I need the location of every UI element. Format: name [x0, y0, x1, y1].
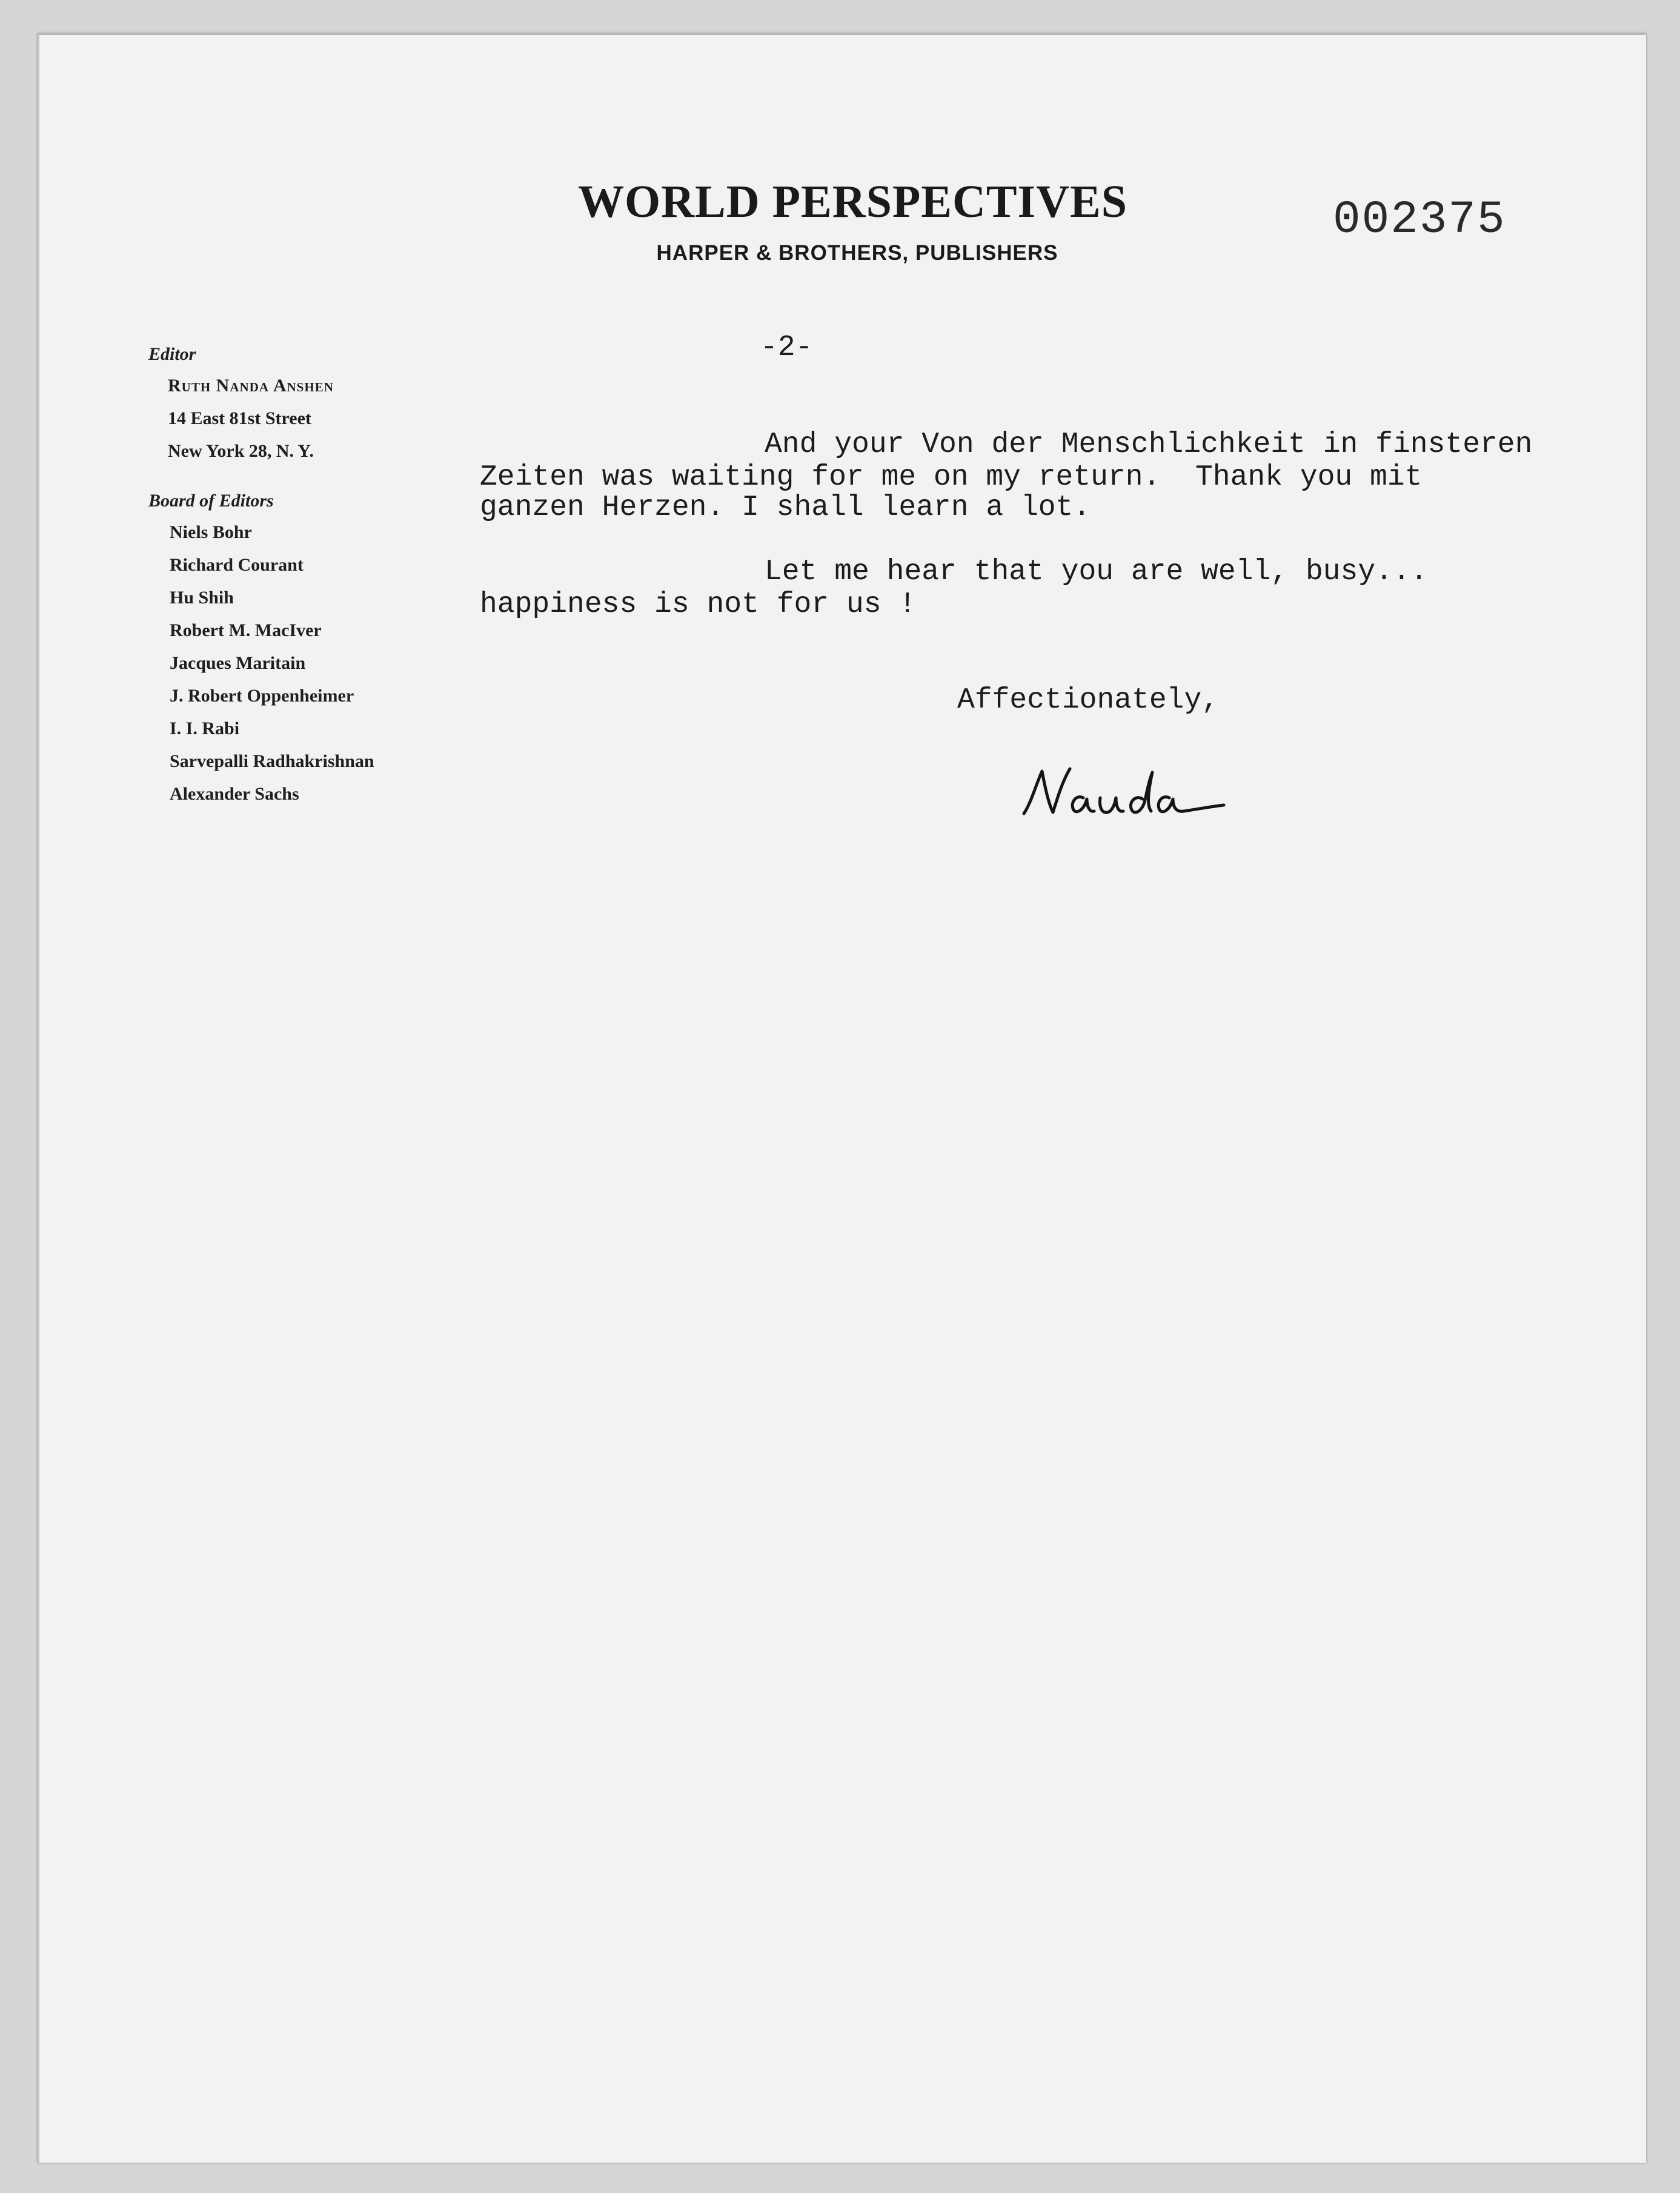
letterhead-sidebar	[148, 339, 463, 811]
board-member: Sarvepalli Radhakrishnan	[170, 751, 374, 771]
editor-address-city: New York 28, N. Y.	[168, 441, 314, 461]
board-member: Niels Bohr	[170, 522, 252, 542]
handwritten-signature	[1018, 760, 1236, 827]
board-member: Jacques Maritain	[170, 653, 306, 673]
board-members-list	[148, 516, 463, 811]
editor-heading: Editor	[148, 344, 196, 364]
board-heading: Board of Editors	[148, 491, 274, 511]
paragraph2-line2: happiness is not for us !	[480, 588, 917, 621]
board-member: Hu Shih	[170, 588, 234, 608]
editor-address-street: 14 East 81st Street	[168, 408, 311, 428]
board-member: Richard Courant	[170, 555, 304, 575]
paragraph2-line1: Let me hear that you are well, busy...	[765, 556, 1428, 588]
letterhead-publisher: HARPER & BROTHERS, PUBLISHERS	[656, 241, 1058, 265]
page-number: -2-	[760, 331, 813, 364]
letterhead-title: WORLD PERSPECTIVES	[578, 176, 1127, 227]
closing-salutation: Affectionately,	[957, 684, 1220, 717]
document-number-stamp: 002375	[1333, 194, 1506, 246]
board-member: Robert M. MacIver	[170, 620, 322, 640]
editor-info	[168, 370, 463, 468]
paragraph1-line2: Zeiten was waiting for me on my return. Thank you mit	[480, 461, 1423, 494]
editor-name: Ruth Nanda Anshen	[168, 376, 334, 396]
paragraph1-line3: ganzen Herzen. I shall learn a lot.	[480, 491, 1091, 524]
board-member: J. Robert Oppenheimer	[170, 686, 354, 706]
board-member: Alexander Sachs	[170, 784, 299, 804]
board-member: I. I. Rabi	[170, 718, 240, 738]
paragraph1-line1: And your Von der Menschlichkeit in finsteren	[765, 428, 1533, 461]
